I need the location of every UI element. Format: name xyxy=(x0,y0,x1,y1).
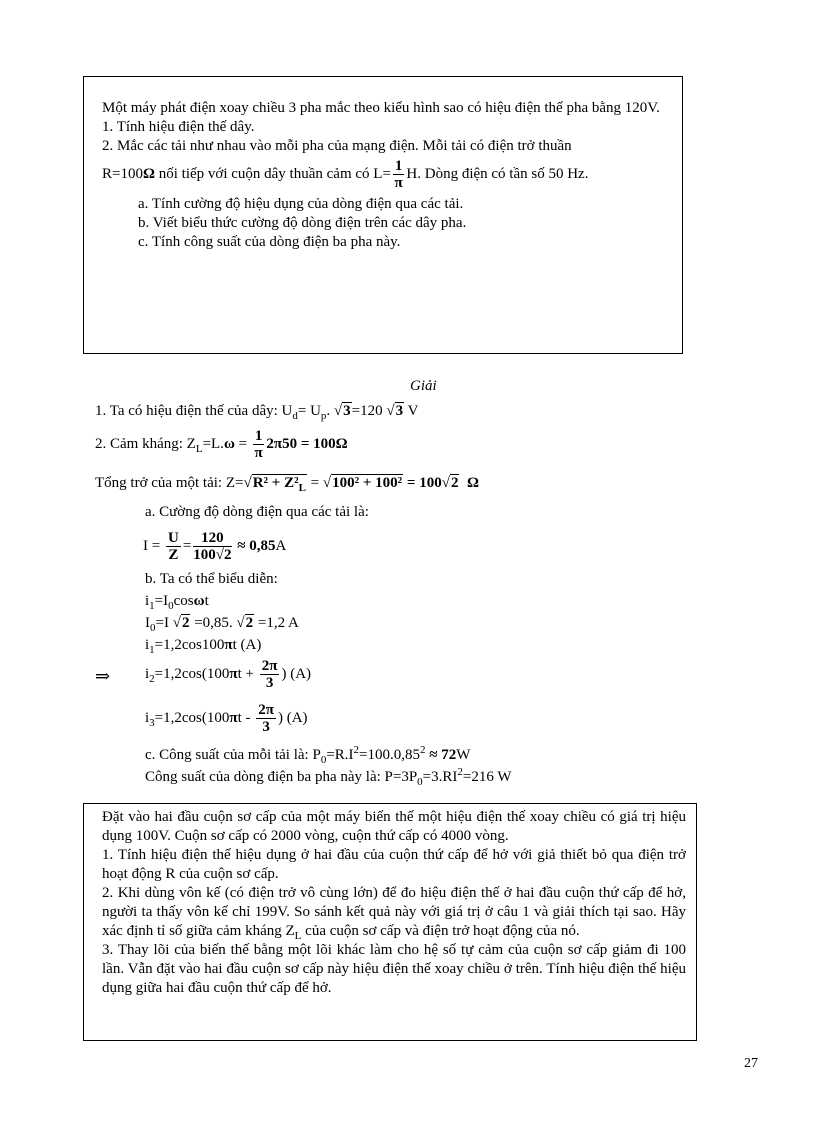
subscript: 0 xyxy=(168,600,174,612)
text: =1,2cos(100 xyxy=(154,709,230,726)
text: W xyxy=(456,747,471,763)
text: V xyxy=(404,403,419,419)
text: ) (A) xyxy=(277,709,308,726)
text: của cuộn sơ cấp và điện trở hoạt động của nó. xyxy=(301,923,580,939)
ohm-symbol: Ω xyxy=(466,475,479,491)
sqrt: √3 xyxy=(333,403,351,419)
text: 2π50 = 100Ω xyxy=(266,435,348,452)
solution-a-text: a. Cường độ dòng điện qua các tải là: xyxy=(145,504,369,520)
solution-line-2 xyxy=(95,428,348,461)
problem-1-question-2-cont xyxy=(102,158,662,191)
solution-i3 xyxy=(145,702,308,735)
sqrt: √100² + 100² xyxy=(322,475,403,491)
numerator: 1 xyxy=(394,158,403,174)
text: I = xyxy=(143,537,164,554)
text: =100.0,85 xyxy=(359,747,420,763)
text: t (A) xyxy=(232,637,262,653)
problem-2-question-1: 1. Tính hiệu điện thế hiệu dụng ở hai đầu của cuộn thứ cấp để hở với giả thiết bỏ qua điện trở hoạt động R của cuộn sơ cấp. xyxy=(102,847,686,882)
text: i xyxy=(145,593,150,609)
text: . xyxy=(326,403,334,419)
text: =1,2 A xyxy=(254,615,299,631)
sqrt: √2 xyxy=(172,615,190,631)
text: = U xyxy=(297,403,321,419)
text: =I xyxy=(155,615,173,631)
text: =0,85. xyxy=(190,615,237,631)
subscript: L xyxy=(195,442,203,455)
sqrt: √2 xyxy=(236,615,254,631)
superscript: 2 xyxy=(420,744,426,756)
subscript: 0 xyxy=(417,776,423,788)
text: i xyxy=(145,665,150,682)
solution-c-line-1 xyxy=(145,746,470,765)
fraction xyxy=(253,428,265,461)
text: =L. xyxy=(202,435,224,452)
text: cos xyxy=(173,593,194,609)
text: c. Công suất của mỗi tải là: P xyxy=(145,747,321,763)
text: =1,2cos100 xyxy=(154,637,225,653)
denominator: 100√2 xyxy=(193,547,232,563)
solution-c-line-2 xyxy=(145,768,512,787)
text: A xyxy=(275,537,287,554)
numerator: 2π xyxy=(258,702,274,718)
denominator: 3 xyxy=(262,719,270,735)
page-number: 27 xyxy=(744,1056,758,1071)
text: =R.I xyxy=(326,747,354,763)
subscript: d xyxy=(292,410,298,422)
denominator: Z xyxy=(168,547,179,563)
text: =1,2cos(100 xyxy=(154,665,230,682)
solution-a-equation xyxy=(143,530,286,563)
numerator: U xyxy=(167,530,179,546)
ohm-symbol: Ω xyxy=(142,165,155,182)
subscript: p xyxy=(320,410,327,422)
implies-arrow: ⇒ xyxy=(95,666,111,686)
solution-i1-general xyxy=(145,592,209,611)
text: =120 xyxy=(351,403,387,419)
solution-i2 xyxy=(145,658,311,691)
pi-symbol: π xyxy=(224,637,233,653)
subscript: 1 xyxy=(149,644,155,656)
fraction xyxy=(166,530,181,563)
solution-title: Giải xyxy=(410,378,437,394)
fraction xyxy=(193,530,231,563)
omega-symbol: ω xyxy=(223,435,235,452)
problem-2-question-2 xyxy=(102,884,686,941)
solution-line-1 xyxy=(95,402,418,421)
problem-1-intro: Một máy phát điện xoay chiều 3 pha mắc theo kiểu hình sao có hiệu điện thế pha bằng 120V. xyxy=(102,100,660,116)
problem-2-box xyxy=(83,803,697,1041)
text: I xyxy=(145,615,150,631)
numerator: 1 xyxy=(254,428,263,444)
problem-2-question-3: 3. Thay lõi của biến thế bằng một lõi khác làm cho hệ số tự cảm của cuộn sơ cấp giảm đi 100 lần. Vẫn đặt vào hai đầu cuộn sơ cấp này hiệu điện thế xoay chiều ở trên. Tính hiệu điện thế hiệu dụng giữa hai đầu cuộn thứ cấp để hở. xyxy=(102,942,686,996)
sqrt: $√R^2 + Z^2_L$ xyxy=(243,475,306,494)
text: = xyxy=(234,435,251,452)
subscript: L xyxy=(298,482,306,494)
subscript: 0 xyxy=(150,622,156,634)
solution-i0 xyxy=(145,614,299,633)
text: 1. Ta có hiệu điện thế của dây: U xyxy=(95,403,293,419)
solution-i1 xyxy=(145,636,261,655)
text: =I xyxy=(154,593,169,609)
text: = xyxy=(182,537,192,554)
text: t - xyxy=(237,709,255,726)
text: t + xyxy=(237,665,258,682)
problem-1-box xyxy=(83,76,683,354)
superscript: 2 xyxy=(353,744,360,756)
numerator: 120 xyxy=(193,530,231,547)
radicand xyxy=(252,474,307,494)
problem-1-question-1: 1. Tính hiệu điện thế dây. xyxy=(102,119,255,135)
text: Tổng trở của một tải: Z= xyxy=(95,475,244,491)
denominator: π xyxy=(394,175,403,191)
text: t xyxy=(204,593,209,609)
text: =3.RI xyxy=(422,769,458,785)
sqrt: √2 xyxy=(441,475,459,491)
omega-symbol: ω xyxy=(193,593,205,609)
subscript: 1 xyxy=(149,600,155,612)
problem-2-intro: Đặt vào hai đầu cuộn sơ cấp của một máy biến thế một hiệu điện thế xoay chiều có giá trị hiệu dụng 100V. Cuộn sơ cấp có 2000 vòng, cuộn thứ cấp có 4000 vòng. xyxy=(102,809,686,844)
pi-symbol: π xyxy=(229,665,238,682)
problem-1-question-2: 2. Mắc các tải như nhau vào mỗi pha của mạng điện. Mỗi tải có điện trở thuần xyxy=(102,138,572,154)
solution-b-text: b. Ta có thể biểu diễn: xyxy=(145,571,278,587)
text: i xyxy=(145,637,150,653)
superscript: 2 xyxy=(457,766,463,778)
text: nối tiếp với cuộn dây thuần cảm có L= xyxy=(154,165,391,182)
text: i xyxy=(145,709,150,726)
solution-line-3 xyxy=(95,474,479,493)
text: R=100 xyxy=(102,165,143,182)
fraction xyxy=(260,658,280,691)
text: Công suất của dòng điện ba pha này là: P=3P xyxy=(145,769,418,785)
text: 2. Khi dùng vôn kế (có điện trở vô cùng lớn) để đo hiệu điện thế ở hai đầu cuộn thứ cấp để hở, người ta thấy vôn kế chỉ 199V. So sánh kết quả này với giá trị ở câu 1 và giải thích tại sao. Hãy xác định tỉ số giữa cảm kháng Z xyxy=(102,885,686,939)
sub-question-a: a. Tính cường độ hiệu dụng của dòng điện qua các tải. xyxy=(138,196,464,212)
text: R² + Z² xyxy=(252,475,299,491)
text: = xyxy=(306,475,323,491)
subscript: L xyxy=(294,930,302,942)
pi-symbol: π xyxy=(229,709,238,726)
sqrt: √3 xyxy=(386,403,404,419)
text: 2. Cảm kháng: Z xyxy=(95,435,196,452)
fraction xyxy=(393,158,405,191)
sub-question-b: b. Viết biểu thức cường độ dòng điện trên các dây pha. xyxy=(138,215,467,231)
sub-question-c: c. Tính công suất của dòng điện ba pha này. xyxy=(138,234,401,250)
numerator: 2π xyxy=(261,658,278,674)
subscript: 3 xyxy=(149,716,155,729)
fraction xyxy=(256,702,276,735)
text: =216 W xyxy=(462,769,512,785)
text: H. Dòng điện có tần số 50 Hz. xyxy=(406,165,589,182)
subscript: 0 xyxy=(320,754,327,766)
denominator: 3 xyxy=(265,675,274,691)
subscript: 2 xyxy=(149,672,155,685)
text: ) (A) xyxy=(281,665,312,682)
text: ≈ 0,85 xyxy=(233,537,276,554)
text: ≈ 72 xyxy=(425,747,457,763)
text: = 100 xyxy=(403,475,442,491)
denominator: π xyxy=(254,445,263,461)
